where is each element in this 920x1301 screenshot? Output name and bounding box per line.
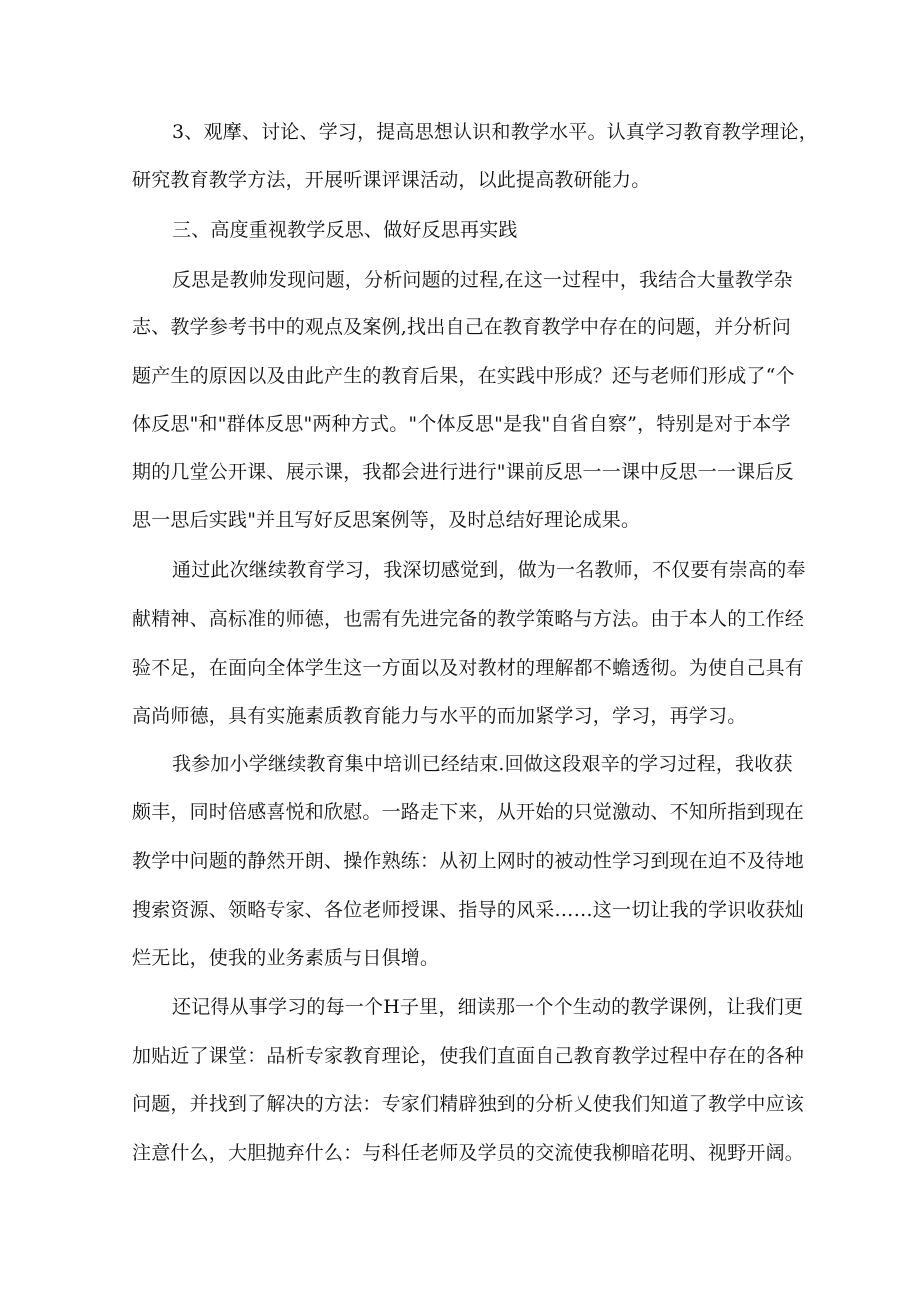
line-11: 献精神、高标准的师德，也需有先进完备的教学策略与方法。由于本人的工作经 [132,608,805,630]
line-12: 验不足，在面向全体学生这一方面以及对教材的理解都不蟾透彻。为使自己具有 [132,657,805,679]
line-20: 加贴近了课堂：品析专家教育理论，使我们直面自己教育教学过程中存在的各种 [132,1045,805,1067]
line-09: 思一思后实践"并且写好反思案例等，及时总结好理论成果。 [132,509,641,531]
line-22: 注意什么，大胆抛弃什么：与科任老师及学员的交流使我柳暗花明、视野开阔。 [132,1142,805,1164]
line-08: 期的几堂公开课、展示课，我都会进行进行"课前反思一一课中反思一一课后反 [132,461,794,483]
line-17: 搜索资源、领略专家、各位老师授课、指导的风采……这一切让我的学识收获灿 [132,899,805,921]
line-16: 教学中问题的静然开朗、操作熟练：从初上网时的被动性学习到现在迫不及待地 [132,850,805,872]
line-13: 高尚师德，具有实施素质教育能力与水平的而加紧学习，学习，再学习。 [132,705,747,727]
line-05: 志、教学参考书中的观点及案例,找出自己在教育教学中存在的问题，并分析问 [132,316,792,338]
line-14: 我参加小学继续教育集中培训已经结束.回做这段艰辛的学习过程，我收获 [172,753,793,775]
line-21: 问题，并找到了解决的方法：专家们精辟独到的分析乂使我们知道了教学中应该 [132,1093,805,1115]
line-10: 通过此次继续教育学习，我深切感觉到，做为一名教师，不仅要有崇高的奉 [172,559,806,581]
line-04: 反思是教帅发现问题，分析问题的过程,在这一过程中，我结合大量教学杂 [172,269,793,291]
line-19: 还记得从事学习的每一个H子里，细读那一个个生动的教学课例，让我们更 [172,996,804,1018]
line-01: 3、观摩、讨论、学习，提高思想认识和教学水平。认真学习教育教学理论， [172,121,818,143]
line-07: 体反思"和"群体反思"两种方式。"个体反思"是我"自省自察”，特别是对于本学 [132,413,791,435]
line-15: 颇丰，同时倍感喜悦和欣慰。一路走下来，从开始的只觉激动、不知所指到现在 [132,801,805,823]
line-06: 题产生的原因以及由此产生的教育后果，在实践中形成？还与老师们形成了“个 [132,365,795,387]
line-02: 研究教育教学方法，开展听课评课活动，以此提高教研能力。 [132,169,651,191]
line-18: 烂无比，使我的业务素质与日俱增。 [132,947,440,969]
section-heading-3: 三、高度重视教学反思、做好反思再实践 [172,219,518,241]
